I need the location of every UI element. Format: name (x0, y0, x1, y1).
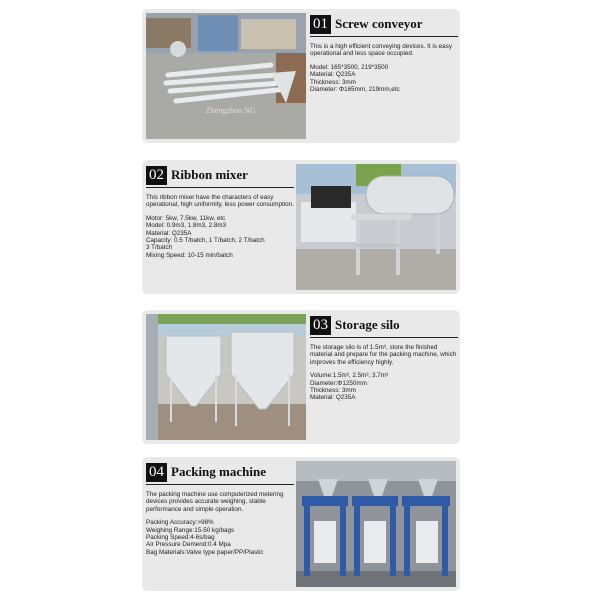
product-card-ribbon-mixer (142, 160, 460, 294)
spec-item: Material: Q235A (146, 229, 192, 237)
product-card-storage-silo (142, 310, 460, 444)
spec-item: 3 T/batch (146, 244, 173, 252)
screw-conveyor-text (310, 13, 458, 93)
spec-item: Bag Materials:Valve type paper/PP/Plastic (146, 548, 264, 556)
spec-item: Packing Speed:4-6s/bag (146, 534, 215, 542)
section-title: Ribbon mixer (171, 167, 248, 182)
spec-list (146, 519, 294, 556)
product-card-packing-machine (142, 457, 460, 591)
section-description: This ribbon mixer have the characters of easy operational, high uniformity, less power consumption. (146, 194, 294, 209)
spec-item: Thickness: 3mm (310, 78, 356, 86)
watermark-text: Zhengzhou NG (206, 106, 256, 115)
spec-list (310, 372, 458, 402)
packing-machine-text (146, 461, 294, 556)
section-number: 04 (146, 463, 167, 482)
spec-item: Weighing Range:15-50 kg/bags (146, 526, 235, 534)
spec-item: Thickness: 3mm (310, 387, 356, 395)
spec-item: Diameter: Φ165mm, 219mm,etc (310, 86, 400, 94)
spec-list (310, 64, 458, 94)
section-number: 02 (146, 166, 167, 185)
title-divider (310, 36, 458, 37)
spec-item: Diameter:Φ1250mm (310, 379, 367, 387)
ribbon-mixer-photo (296, 164, 456, 290)
spec-item: Motor: 5kw, 7.5kw, 11kw, etc (146, 214, 226, 222)
screw-conveyor-photo (146, 13, 306, 139)
spec-item: Mixing Speed: 10-15 min/batch (146, 251, 233, 259)
spec-item: Air Pressure Demend:0.4 Mpa (146, 541, 231, 549)
storage-silo-text (310, 314, 458, 402)
packing-machine-photo (296, 461, 456, 587)
title-divider (310, 337, 458, 338)
spec-item: Capacity: 0.5 T/batch, 1 T/batch, 2 T/batch (146, 237, 265, 245)
product-card-screw-conveyor (142, 9, 460, 143)
title-divider (146, 187, 294, 188)
section-number: 03 (310, 316, 331, 335)
spec-item: Volume:1.5m³, 2.5m³, 3.7m³ (310, 372, 389, 380)
storage-silo-photo (146, 314, 306, 440)
section-title: Packing machine (171, 464, 266, 479)
spec-list (146, 215, 294, 259)
spec-item: Material: Q235A (310, 394, 356, 402)
ribbon-mixer-text (146, 164, 294, 259)
section-number: 01 (310, 15, 331, 34)
section-title: Storage silo (335, 317, 400, 332)
section-description: The storage silo is of 1.5m³, store the finished material and prepare for the packing machine, which improves the efficiency highly. (310, 344, 457, 366)
spec-item: Material: Q235A (310, 71, 356, 79)
title-divider (146, 484, 294, 485)
section-description: The packing machine use computerized metering devices provides accurate weighing, stable performance and simple operation. (146, 491, 284, 513)
section-title: Screw conveyor (335, 16, 423, 31)
spec-item: Model: 0.9m3, 1.8m3, 2.8m3 (146, 222, 227, 230)
spec-item: Model: 165*3500, 219*3500 (310, 63, 389, 71)
section-description: This is a high efficient conveying devices. It is easy operational and less space occupied. (310, 43, 452, 58)
spec-item: Packing Accuracy:>98% (146, 519, 214, 527)
